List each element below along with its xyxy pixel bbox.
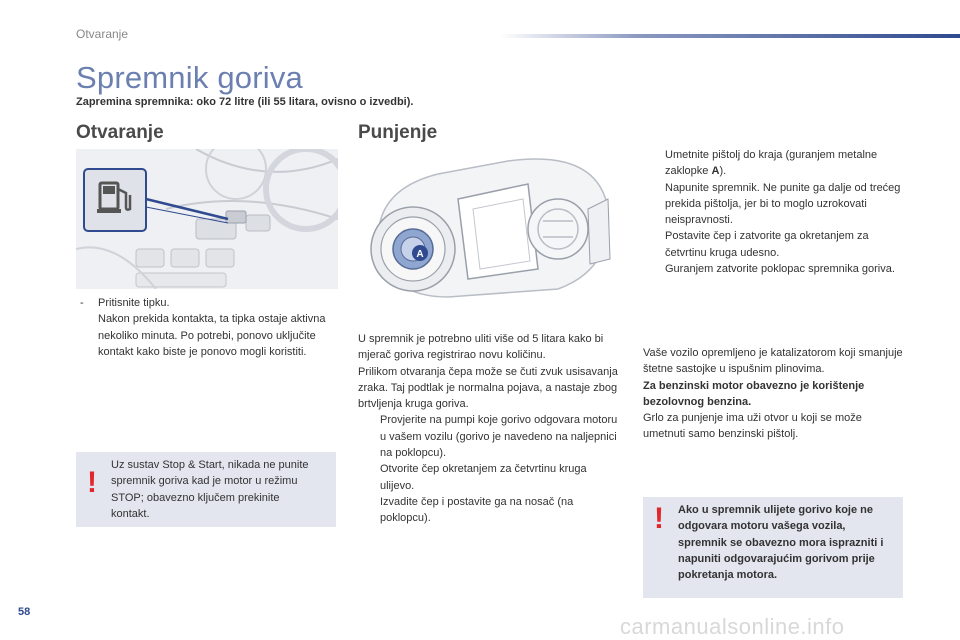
bullet-item: Umetnite pištolj do kraja (guranjem metalne zaklopke A). [665,149,878,178]
instruction-rest: Nakon prekida kontakta, ta tipka ostaje aktivna nekoliko minuta. Po potrebi, ponovo uključite kontakt kako biste je ponovo mogli koristiti. [98,313,326,358]
page-title: Spremnik goriva [76,60,303,95]
warning-box-wrong-fuel [643,497,903,598]
intro-paragraph-2: Prilikom otvaranja čepa može se čuti zvuk usisavanja zraka. Taj podtlak je normalna pojava, a nastaje zbog brtvljenja kruga goriva. [358,365,618,411]
callout-ref-a: A [711,165,720,178]
callout-a-label: A [416,249,424,260]
page-number: 58 [18,606,31,618]
bullet-item: Otvorite čep okretanjem za četvrtinu kruga ulijevo. [380,463,587,492]
catalyst-text: Vaše vozilo opremljeno je katalizatorom koji smanjuje štetne sastojke u ispušnim plinovima. [643,347,903,376]
warning-text-wrong-fuel: Ako u spremnik ulijete gorivo koje ne odgovara motoru vašega vozila, spremnik se obavezno mora isprazniti i napuniti odgovarajućim gorivom prije pokretanja motora. [678,504,884,582]
unleaded-requirement: Za benzinski motor obavezno je korištenje bezolovnog benzina. [643,379,865,408]
catalyst-paragraph [643,345,905,443]
page-subtitle: Zapremina spremnika: oko 72 litre (ili 55 litara, ovisno o izvedbi). [76,96,414,108]
header-bar [500,34,960,38]
filler-neck-text: Grlo za punjenje ima uži otvor u koji se može umetnuti samo benzinski pištolj. [643,412,862,441]
instruction-press-button [80,295,338,360]
warning-icon: ! [87,466,97,499]
warning-icon: ! [654,502,664,535]
bullet-item: Izvadite čep i postavite ga na nosač (na poklopcu). [380,495,574,525]
bullet-item: Postavite čep i zatvorite ga okretanjem za četvrtinu kruga udesno. [665,230,869,259]
instruction-first-line: Pritisnite tipku. [98,297,170,309]
warning-box-stop-start [76,452,336,527]
bullet-item: Guranjem zatvorite poklopac spremnika goriva. [665,263,895,276]
dashboard-illustration [76,149,338,289]
heading-punjenje: Punjenje [358,122,438,143]
bullet-item: Provjerite na pumpi koje gorivo odgovara motoru u vašem vozilu (gorivo je navedeno na naljepnici na poklopcu). [380,414,618,460]
dash-marker: - [80,297,84,309]
fuel-filler-illustration [358,149,620,302]
warning-text-stop-start: Uz sustav Stop & Start, nikada ne punite spremnik goriva kad je motor u režimu STOP; obavezno ključem prekinite kontakt. [111,459,309,520]
section-label: Otvaranje [76,27,129,41]
watermark: carmanualsonline.info [620,614,845,639]
filling-steps-list [643,147,905,277]
filling-instructions [358,331,620,527]
intro-paragraph: U spremnik je potrebno uliti više od 5 litara kako bi mjerač goriva registrirao novu količinu. [358,333,604,362]
heading-otvaranje: Otvaranje [76,122,164,143]
bullet-item: Napunite spremnik. Ne punite ga dalje od trećeg prekida pištolja, jer bi to moglo uzrokovati neispravnosti. [665,181,901,227]
